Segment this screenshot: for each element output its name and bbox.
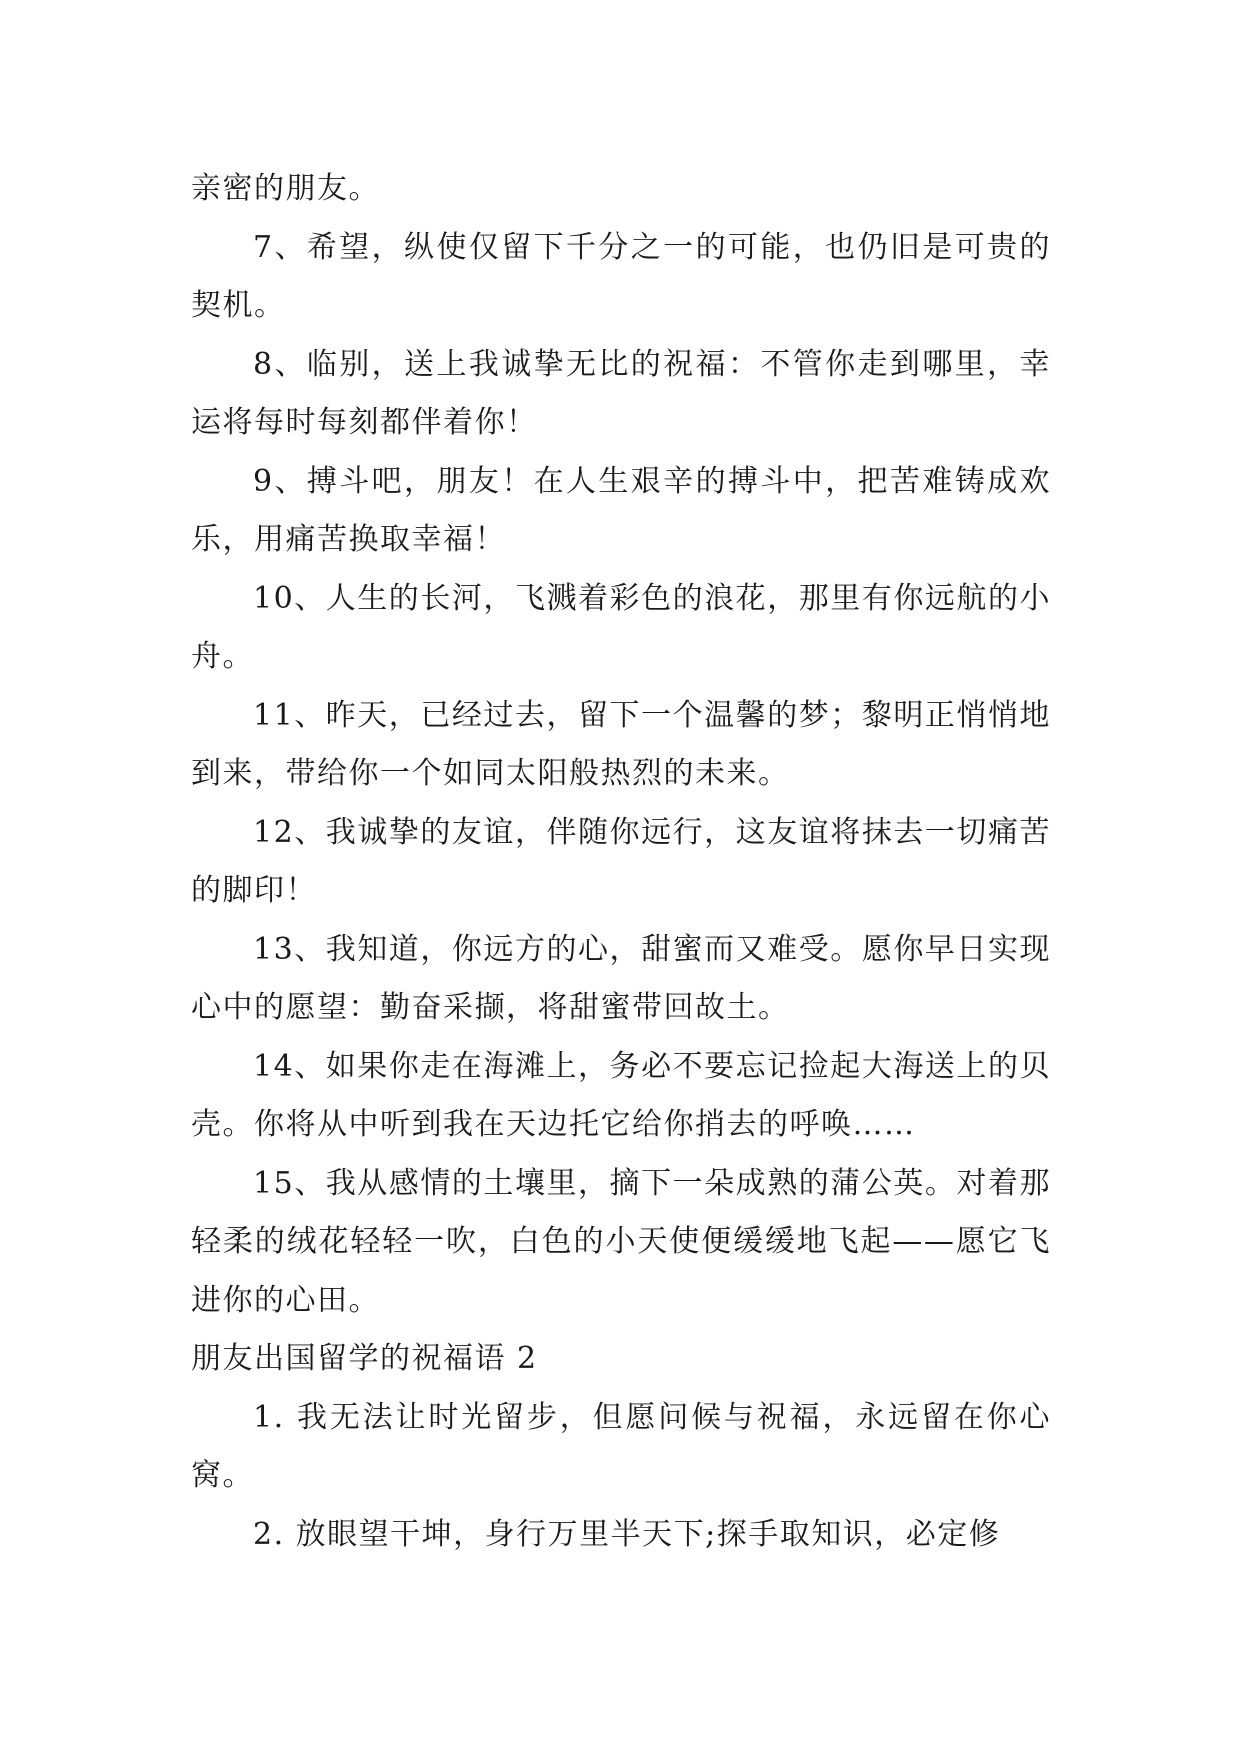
list-item-10: 10、人生的长河，飞溅着彩色的浪花，那里有你远航的小舟。 — [191, 580, 1051, 674]
list-item-14: 14、如果你走在海滩上，务必不要忘记捡起大海送上的贝壳。你将从中听到我在天边托它给你捎去的呼唤…… — [191, 1048, 1051, 1142]
list-item-1: 1. 我无法让时光留步，但愿问候与祝福，永远留在你心窝。 — [191, 1399, 1051, 1493]
list-item-11: 11、昨天，已经过去，留下一个温馨的梦；黎明正悄悄地到来，带给你一个如同太阳般热烈的未来。 — [191, 697, 1051, 791]
list-item-12: 12、我诚挚的友谊，伴随你远行，这友谊将抹去一切痛苦的脚印！ — [191, 814, 1051, 908]
list-item-9: 9、搏斗吧，朋友！在人生艰辛的搏斗中，把苦难铸成欢乐，用痛苦换取幸福！ — [191, 463, 1051, 557]
paragraph-continuation: 亲密的朋友。 — [191, 171, 380, 206]
list-item-8: 8、临别，送上我诚挚无比的祝福：不管你走到哪里，幸运将每时每刻都伴着你！ — [191, 346, 1051, 440]
list-item-13: 13、我知道，你远方的心，甜蜜而又难受。愿你早日实现心中的愿望：勤奋采撷，将甜蜜带回故土。 — [191, 931, 1051, 1025]
document-body — [191, 160, 1051, 1564]
list-item-7: 7、希望，纵使仅留下千分之一的可能，也仍旧是可贵的契机。 — [191, 229, 1051, 323]
section-heading: 朋友出国留学的祝福语 2 — [191, 1341, 538, 1376]
list-item-2: 2. 放眼望干坤，身行万里半天下;探手取知识，必定修 — [253, 1516, 1001, 1552]
list-item-15: 15、我从感情的土壤里，摘下一朵成熟的蒲公英。对着那轻柔的绒花轻轻一吹，白色的小天使便缓缓地飞起——愿它飞进你的心田。 — [191, 1165, 1051, 1318]
